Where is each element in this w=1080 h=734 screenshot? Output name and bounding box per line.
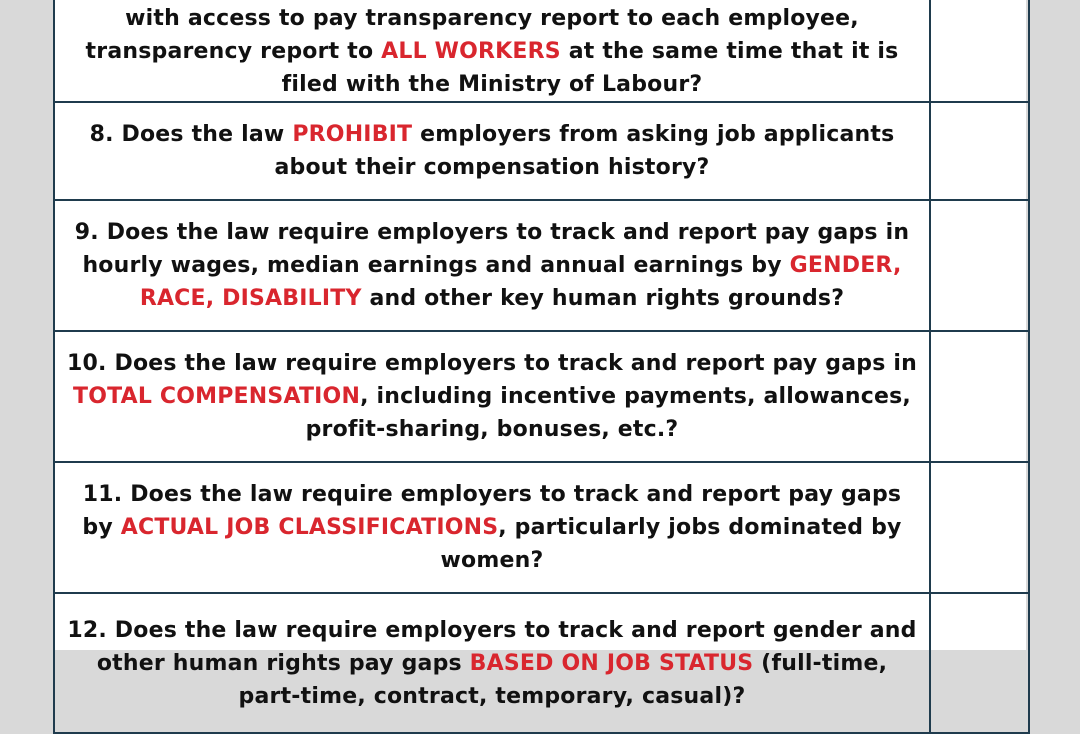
highlight-text: PROHIBIT — [292, 122, 413, 147]
answer-cell[interactable] — [930, 0, 1029, 102]
checklist-rows — [54, 0, 1029, 733]
question-row — [54, 102, 1029, 200]
question-text-part: 8. Does the law — [89, 122, 293, 147]
question-text-part: , particularly jobs dominated by women? — [440, 515, 902, 573]
question-row — [54, 200, 1029, 331]
question-cell — [54, 0, 930, 102]
question-text-part: and other key human rights grounds? — [361, 286, 845, 311]
question-text-part: (full-time, part-time, contract, temporary, casual)? — [238, 650, 888, 709]
highlight-text: ALL WORKERS — [381, 39, 561, 64]
answer-cell[interactable] — [930, 331, 1029, 462]
question-text-part: at the same time that it is filed with the Ministry of Labour? — [281, 39, 899, 97]
checklist-sheet — [53, 0, 1026, 709]
question-cell — [54, 462, 930, 593]
highlight-text: ACTUAL JOB CLASSIFICATIONS — [120, 515, 499, 540]
question-text-part: 11. Does the law require employers to track and report pay gaps by — [82, 482, 902, 540]
checklist-table — [53, 0, 1030, 734]
question-cell — [54, 331, 930, 462]
question-text-part: 10. Does the law require employers to track and report pay gaps in — [67, 351, 917, 376]
question-cell — [54, 102, 930, 200]
question-text-part: employers from asking job applicants about their compensation history? — [274, 122, 895, 180]
answer-cell[interactable] — [930, 200, 1029, 331]
question-text-part: transparency report to — [85, 39, 382, 64]
highlight-text: TOTAL COMPENSATION — [72, 384, 361, 409]
answer-cell[interactable] — [930, 593, 1029, 733]
answer-cell[interactable] — [930, 462, 1029, 593]
question-text-part: , including incentive payments, allowances, profit-sharing, bonuses, etc.? — [305, 384, 911, 442]
question-text — [55, 118, 929, 184]
question-text — [55, 614, 929, 713]
question-cell — [54, 200, 930, 331]
answer-cell[interactable] — [930, 102, 1029, 200]
question-text — [55, 216, 929, 315]
question-text-part: with access to pay transparency report to each employee, — [125, 6, 859, 31]
question-row — [54, 462, 1029, 593]
question-text — [55, 478, 929, 577]
question-text-part: 9. Does the law require employers to track and report pay gaps in hourly wages, median earnings and annual earnings by — [74, 220, 910, 278]
question-text — [55, 0, 929, 101]
highlight-text: BASED ON JOB STATUS — [469, 650, 754, 676]
question-text — [55, 347, 929, 446]
highlight-text: GENDER, RACE, DISABILITY — [139, 253, 902, 311]
question-cell — [54, 593, 930, 733]
question-row — [54, 0, 1029, 102]
question-row — [54, 593, 1029, 733]
question-row — [54, 331, 1029, 462]
question-text-part: 12. Does the law require employers to track and report gender and other human rights pay gaps — [67, 617, 917, 676]
